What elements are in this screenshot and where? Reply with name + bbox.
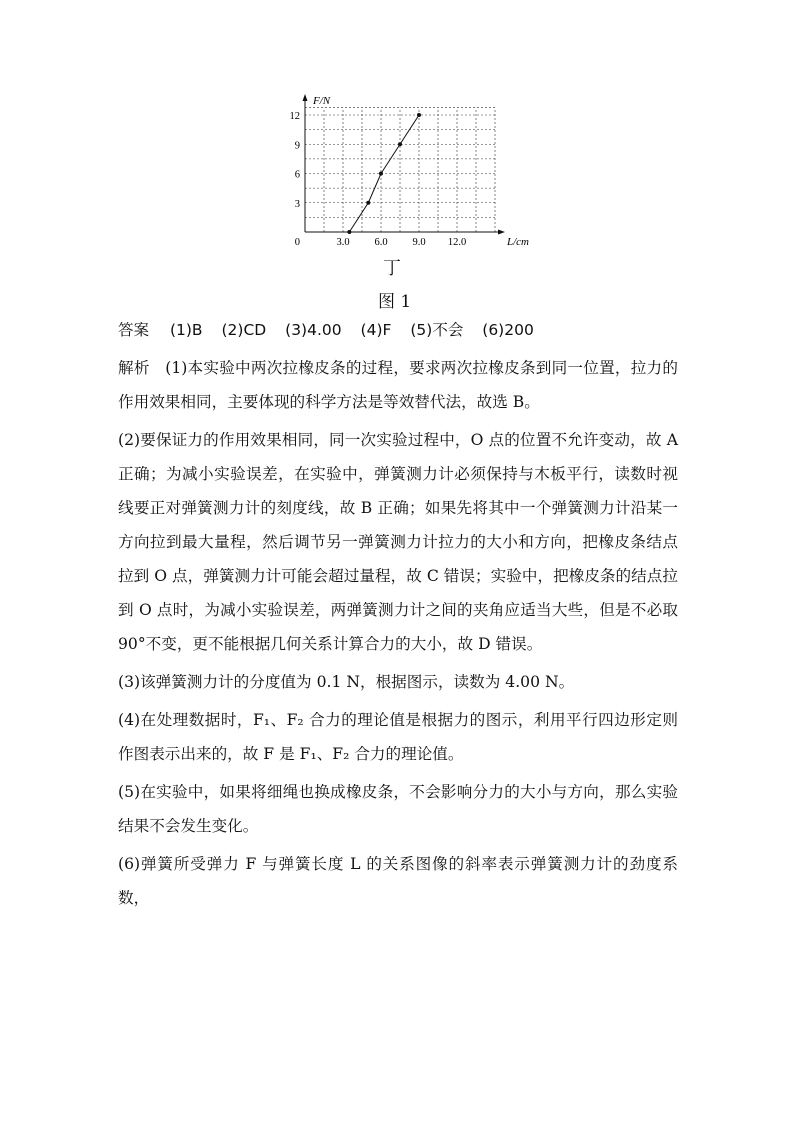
x-tick-label: 3.0: [336, 237, 350, 248]
answer-item: (6)200: [482, 321, 534, 339]
answer-item: (2)CD: [221, 321, 267, 339]
analysis-label: 解析: [118, 359, 150, 377]
x-axis-label: L/cm: [507, 236, 530, 248]
data-point: [417, 113, 421, 117]
y-axis-arrow: [303, 94, 308, 101]
analysis-p1-text: (1)本实验中两次拉橡皮条的过程，要求两次拉橡皮条到同一位置，拉力的作用效果相同，主要体现的科学方法是等效替代法，故选 B。: [118, 359, 678, 411]
analysis-paragraph-6: (6)弹簧所受弹力 F 与弹簧长度 L 的关系图像的斜率表示弹簧测力计的劲度系数，: [118, 855, 678, 907]
analysis-paragraph-5: (5)在实验中，如果将细绳也换成橡皮条，不会影响分力的大小与方向，那么实验结果不会发生变化。: [118, 783, 678, 835]
chart-tick-labels: [290, 111, 467, 248]
answer-item: (5)不会: [410, 321, 464, 339]
x-tick-label: 9.0: [412, 237, 426, 248]
answer-label: 答案: [118, 321, 150, 339]
y-tick-label: 6: [294, 169, 300, 181]
analysis-section: [118, 351, 678, 919]
figure-caption: 图 1: [378, 292, 412, 312]
force-length-chart: [280, 92, 530, 252]
x-axis-arrow: [498, 230, 505, 235]
y-axis-label: F/N: [313, 95, 331, 107]
data-point: [379, 172, 383, 176]
answer-item: (4)F: [360, 321, 392, 339]
answer-item: (3)4.00: [285, 321, 342, 339]
origin-label: 0: [294, 237, 300, 248]
y-tick-label: 3: [294, 198, 300, 210]
analysis-paragraph-4: (4)在处理数据时，F₁、F₂ 合力的理论值是根据力的图示，利用平行四边形定则作图表示出来的，故 F 是 F₁、F₂ 合力的理论值。: [118, 711, 678, 763]
figure-sub-label: 丁: [383, 258, 401, 279]
analysis-paragraph-1: [118, 351, 678, 419]
y-tick-label: 12: [289, 111, 300, 122]
analysis-paragraph-3: (3)该弹簧测力计的分度值为 0.1 N，根据图示，读数为 4.00 N。: [118, 673, 575, 691]
x-tick-label: 6.0: [374, 237, 388, 248]
chart-grid: [305, 108, 495, 232]
analysis-paragraph-2: (2)要保证力的作用效果相同，同一次实验过程中，O 点的位置不允许变动，故 A 正确；为减小实验误差，在实验中，弹簧测力计必须保持与木板平行，读数时视线要正对弹簧测力计的刻度线，故 B 正确；如果先将其中一个弹簧测力计沿某一方向拉到最大量程，然后调节另一弹簧测力计拉力的大小和方向，把橡皮条结点拉到 O 点，弹簧测力计可能会超过量程，故 C 错误；实验中，把橡皮条的结点拉到 O 点时，为减小实验误差，两弹簧测力计之间的夹角应适当大些，但是不必取 90°不变，更不能根据几何关系计算合力的大小，故 D 错误。: [118, 431, 678, 653]
answer-item: (1)B: [169, 321, 203, 339]
series-line: [349, 115, 419, 232]
data-point: [347, 230, 351, 234]
x-tick-label: 12.0: [447, 237, 467, 248]
y-tick-label: 9: [294, 140, 300, 152]
answer-line: [118, 318, 548, 340]
data-point: [398, 142, 402, 146]
data-point: [366, 201, 370, 205]
